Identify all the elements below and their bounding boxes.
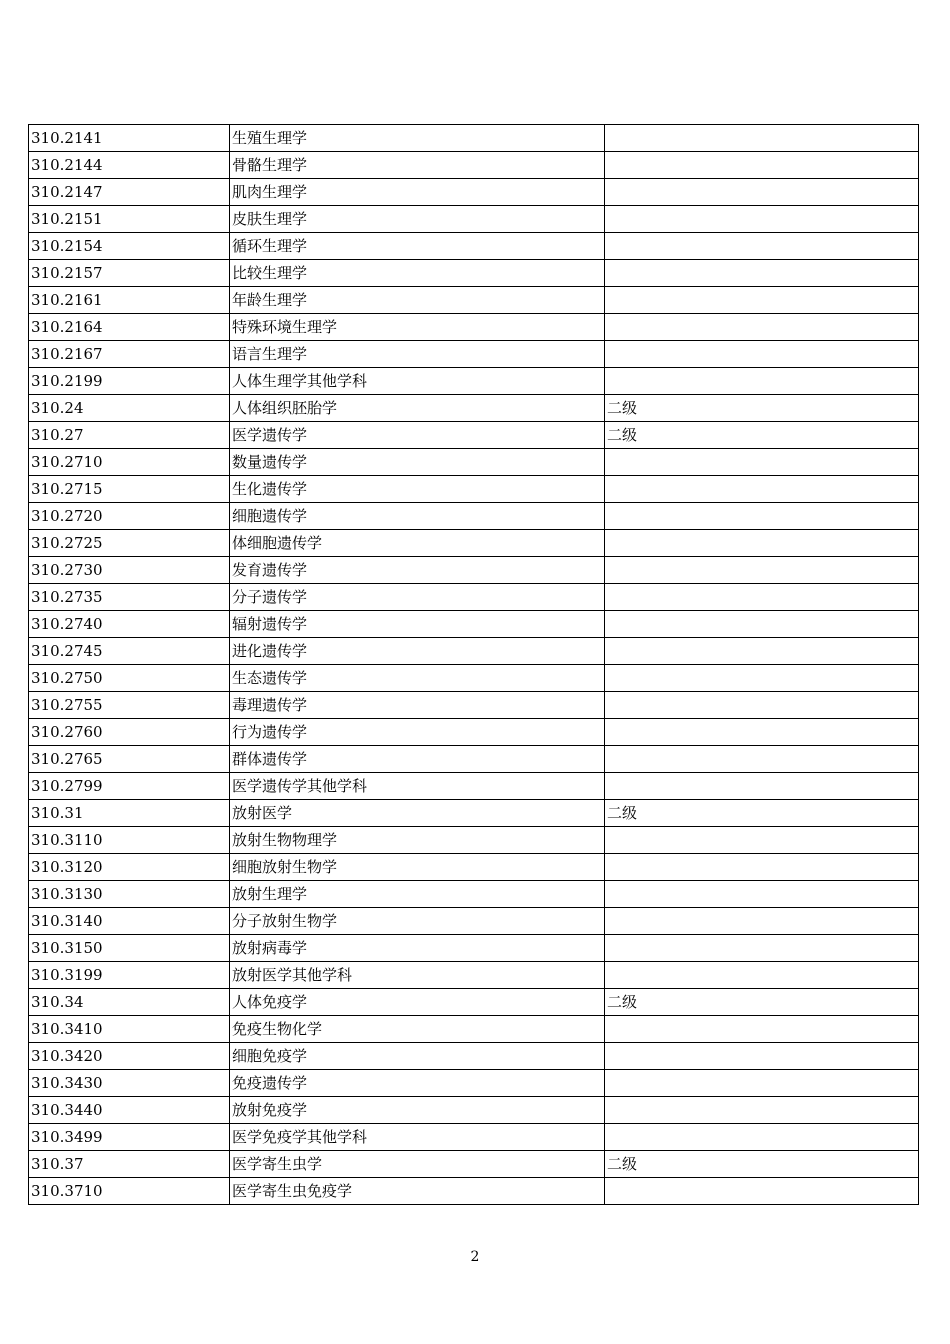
name-cell: 人体生理学其他学科: [230, 368, 605, 395]
name-cell: 放射医学: [230, 800, 605, 827]
name-cell: 发育遗传学: [230, 557, 605, 584]
name-cell: 行为遗传学: [230, 719, 605, 746]
level-cell: 二级: [605, 989, 919, 1016]
code-cell: 310.2141: [29, 125, 230, 152]
table-row: [29, 476, 919, 503]
name-cell: 语言生理学: [230, 341, 605, 368]
code-cell: 310.2157: [29, 260, 230, 287]
table-row: [29, 800, 919, 827]
level-cell: [605, 746, 919, 773]
level-cell: [605, 557, 919, 584]
code-cell: 310.3710: [29, 1178, 230, 1205]
name-cell: 皮肤生理学: [230, 206, 605, 233]
name-cell: 特殊环境生理学: [230, 314, 605, 341]
code-cell: 310.2167: [29, 341, 230, 368]
table-row: [29, 206, 919, 233]
name-cell: 医学寄生虫免疫学: [230, 1178, 605, 1205]
level-cell: [605, 719, 919, 746]
name-cell: 免疫遗传学: [230, 1070, 605, 1097]
code-cell: 310.2164: [29, 314, 230, 341]
table-row: [29, 314, 919, 341]
code-cell: 310.2750: [29, 665, 230, 692]
code-cell: 310.3130: [29, 881, 230, 908]
level-cell: 二级: [605, 800, 919, 827]
code-cell: 310.37: [29, 1151, 230, 1178]
code-cell: 310.24: [29, 395, 230, 422]
code-cell: 310.3110: [29, 827, 230, 854]
name-cell: 毒理遗传学: [230, 692, 605, 719]
level-cell: [605, 206, 919, 233]
name-cell: 数量遗传学: [230, 449, 605, 476]
table-row: [29, 368, 919, 395]
code-cell: 310.2710: [29, 449, 230, 476]
name-cell: 人体免疫学: [230, 989, 605, 1016]
level-cell: [605, 1043, 919, 1070]
name-cell: 细胞放射生物学: [230, 854, 605, 881]
level-cell: [605, 233, 919, 260]
level-cell: [605, 449, 919, 476]
level-cell: [605, 692, 919, 719]
code-cell: 310.3199: [29, 962, 230, 989]
level-cell: [605, 584, 919, 611]
level-cell: [605, 260, 919, 287]
name-cell: 生殖生理学: [230, 125, 605, 152]
code-cell: 310.2765: [29, 746, 230, 773]
level-cell: [605, 827, 919, 854]
level-cell: [605, 773, 919, 800]
level-cell: [605, 287, 919, 314]
level-cell: [605, 530, 919, 557]
level-cell: [605, 1178, 919, 1205]
code-cell: 310.2715: [29, 476, 230, 503]
name-cell: 年龄生理学: [230, 287, 605, 314]
code-cell: 310.2144: [29, 152, 230, 179]
name-cell: 进化遗传学: [230, 638, 605, 665]
level-cell: [605, 368, 919, 395]
level-cell: [605, 1097, 919, 1124]
code-cell: 310.2199: [29, 368, 230, 395]
code-cell: 310.3120: [29, 854, 230, 881]
table-row: [29, 557, 919, 584]
code-cell: 310.3420: [29, 1043, 230, 1070]
table-row: [29, 179, 919, 206]
name-cell: 生化遗传学: [230, 476, 605, 503]
table-row: [29, 395, 919, 422]
name-cell: 放射医学其他学科: [230, 962, 605, 989]
name-cell: 生态遗传学: [230, 665, 605, 692]
table-row: [29, 908, 919, 935]
name-cell: 医学遗传学: [230, 422, 605, 449]
table-row: [29, 125, 919, 152]
code-cell: 310.34: [29, 989, 230, 1016]
code-cell: 310.31: [29, 800, 230, 827]
name-cell: 肌肉生理学: [230, 179, 605, 206]
level-cell: [605, 908, 919, 935]
table-row: [29, 1043, 919, 1070]
code-cell: 310.2151: [29, 206, 230, 233]
table-row: [29, 1124, 919, 1151]
name-cell: 放射生理学: [230, 881, 605, 908]
name-cell: 比较生理学: [230, 260, 605, 287]
table-row: [29, 854, 919, 881]
table-row: [29, 935, 919, 962]
name-cell: 骨骼生理学: [230, 152, 605, 179]
code-cell: 310.2755: [29, 692, 230, 719]
code-cell: 310.3499: [29, 1124, 230, 1151]
name-cell: 放射病毒学: [230, 935, 605, 962]
name-cell: 辐射遗传学: [230, 611, 605, 638]
name-cell: 免疫生物化学: [230, 1016, 605, 1043]
table-row: [29, 152, 919, 179]
level-cell: [605, 341, 919, 368]
level-cell: [605, 611, 919, 638]
code-cell: 310.2735: [29, 584, 230, 611]
level-cell: [605, 1070, 919, 1097]
code-cell: 310.3140: [29, 908, 230, 935]
table-row: [29, 746, 919, 773]
code-cell: 310.2799: [29, 773, 230, 800]
code-cell: 310.3440: [29, 1097, 230, 1124]
table-row: [29, 827, 919, 854]
table-row: [29, 989, 919, 1016]
level-cell: [605, 665, 919, 692]
table-row: [29, 611, 919, 638]
name-cell: 放射免疫学: [230, 1097, 605, 1124]
name-cell: 群体遗传学: [230, 746, 605, 773]
table-row: [29, 692, 919, 719]
code-cell: 310.2740: [29, 611, 230, 638]
code-cell: 310.3150: [29, 935, 230, 962]
table-row: [29, 719, 919, 746]
level-cell: [605, 881, 919, 908]
table-row: [29, 341, 919, 368]
table-row: [29, 773, 919, 800]
level-cell: [605, 503, 919, 530]
code-cell: 310.2760: [29, 719, 230, 746]
name-cell: 分子放射生物学: [230, 908, 605, 935]
table-row: [29, 1151, 919, 1178]
level-cell: [605, 854, 919, 881]
table-row: [29, 638, 919, 665]
name-cell: 医学寄生虫学: [230, 1151, 605, 1178]
name-cell: 细胞免疫学: [230, 1043, 605, 1070]
table-row: [29, 260, 919, 287]
name-cell: 体细胞遗传学: [230, 530, 605, 557]
table-row: [29, 503, 919, 530]
table-row: [29, 449, 919, 476]
table-row: [29, 422, 919, 449]
name-cell: 人体组织胚胎学: [230, 395, 605, 422]
level-cell: [605, 638, 919, 665]
name-cell: 医学遗传学其他学科: [230, 773, 605, 800]
table-row: [29, 233, 919, 260]
name-cell: 细胞遗传学: [230, 503, 605, 530]
table-row: [29, 665, 919, 692]
level-cell: 二级: [605, 422, 919, 449]
code-cell: 310.3430: [29, 1070, 230, 1097]
table-row: [29, 1070, 919, 1097]
level-cell: [605, 476, 919, 503]
level-cell: 二级: [605, 1151, 919, 1178]
code-cell: 310.2720: [29, 503, 230, 530]
code-cell: 310.2745: [29, 638, 230, 665]
name-cell: 循环生理学: [230, 233, 605, 260]
code-cell: 310.2154: [29, 233, 230, 260]
level-cell: [605, 962, 919, 989]
page-number: 2: [470, 1249, 480, 1265]
table-row: [29, 287, 919, 314]
table-row: [29, 584, 919, 611]
level-cell: [605, 314, 919, 341]
table-body: [29, 125, 919, 1205]
code-cell: 310.2147: [29, 179, 230, 206]
discipline-code-table: [28, 124, 919, 1205]
code-cell: 310.2725: [29, 530, 230, 557]
table-row: [29, 881, 919, 908]
table-row: [29, 962, 919, 989]
level-cell: [605, 1124, 919, 1151]
name-cell: 医学免疫学其他学科: [230, 1124, 605, 1151]
level-cell: [605, 1016, 919, 1043]
code-cell: 310.2730: [29, 557, 230, 584]
name-cell: 分子遗传学: [230, 584, 605, 611]
table-row: [29, 530, 919, 557]
table-row: [29, 1178, 919, 1205]
name-cell: 放射生物物理学: [230, 827, 605, 854]
level-cell: [605, 179, 919, 206]
level-cell: [605, 935, 919, 962]
code-cell: 310.3410: [29, 1016, 230, 1043]
code-cell: 310.2161: [29, 287, 230, 314]
table-row: [29, 1016, 919, 1043]
code-cell: 310.27: [29, 422, 230, 449]
table-row: [29, 1097, 919, 1124]
level-cell: [605, 152, 919, 179]
level-cell: 二级: [605, 395, 919, 422]
level-cell: [605, 125, 919, 152]
